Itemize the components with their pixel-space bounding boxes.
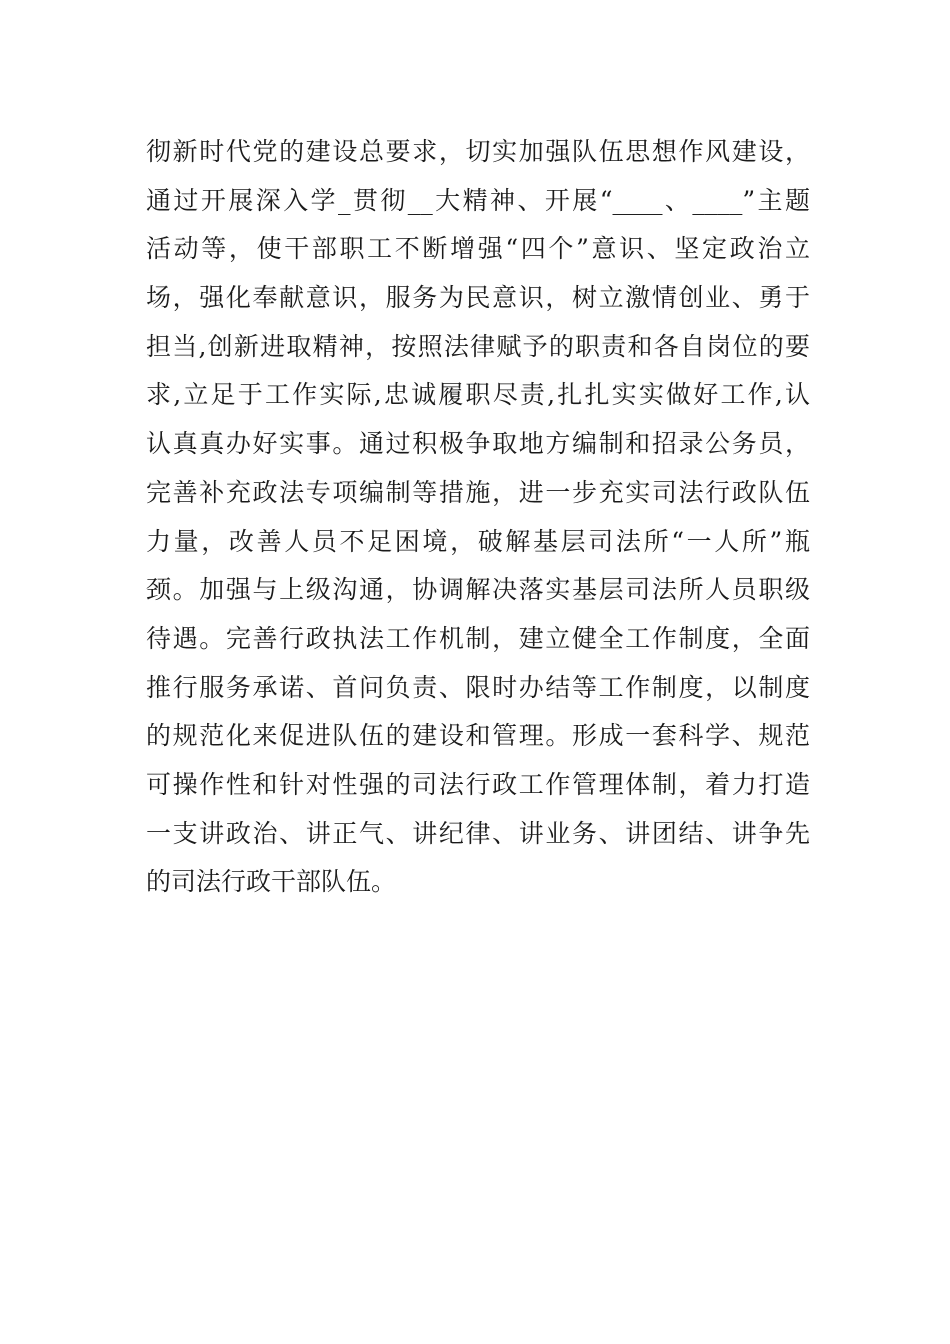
text-line: 求,立足于工作实际,忠诚履职尽责,扎扎实实做好工作,认 [146,380,810,410]
text-line: 担当,创新进取精神，按照法律赋予的职责和各自岗位的要 [146,331,810,361]
text-line: 场，强化奉献意识，服务为民意识，树立激情创业、勇于 [146,283,810,313]
text-line: 待遇。完善行政执法工作机制，建立健全工作制度，全面 [146,623,810,653]
text-line: 的司法行政干部队伍。 [146,867,397,897]
text-line: 彻新时代党的建设总要求，切实加强队伍思想作风建设， [146,137,810,166]
text-line: 完善补充政法专项编制等措施，进一步充实司法行政队伍 [146,477,810,507]
text-line: 推行服务承诺、首问负责、限时办结等工作制度，以制度 [146,672,810,702]
text-line: 一支讲政治、讲正气、讲纪律、讲业务、讲团结、讲争先 [146,818,810,848]
body-paragraph [146,128,810,907]
text-line: 力量，改善人员不足困境，破解基层司法所“一人所”瓶 [146,526,810,556]
text-line: 认真真办好实事。通过积极争取地方编制和招录公务员， [146,429,810,459]
text-line: 颈。加强与上级沟通，协调解决落实基层司法所人员职级 [146,575,810,605]
text-line: 可操作性和针对性强的司法行政工作管理体制，着力打造 [146,769,810,799]
text-line: 通过开展深入学_贯彻__大精神、开展“____、____”主题 [146,185,810,215]
text-line: 的规范化来促进队伍的建设和管理。形成一套科学、规范 [146,721,810,751]
text-line: 活动等，使干部职工不断增强“四个”意识、坚定政治立 [146,234,810,264]
